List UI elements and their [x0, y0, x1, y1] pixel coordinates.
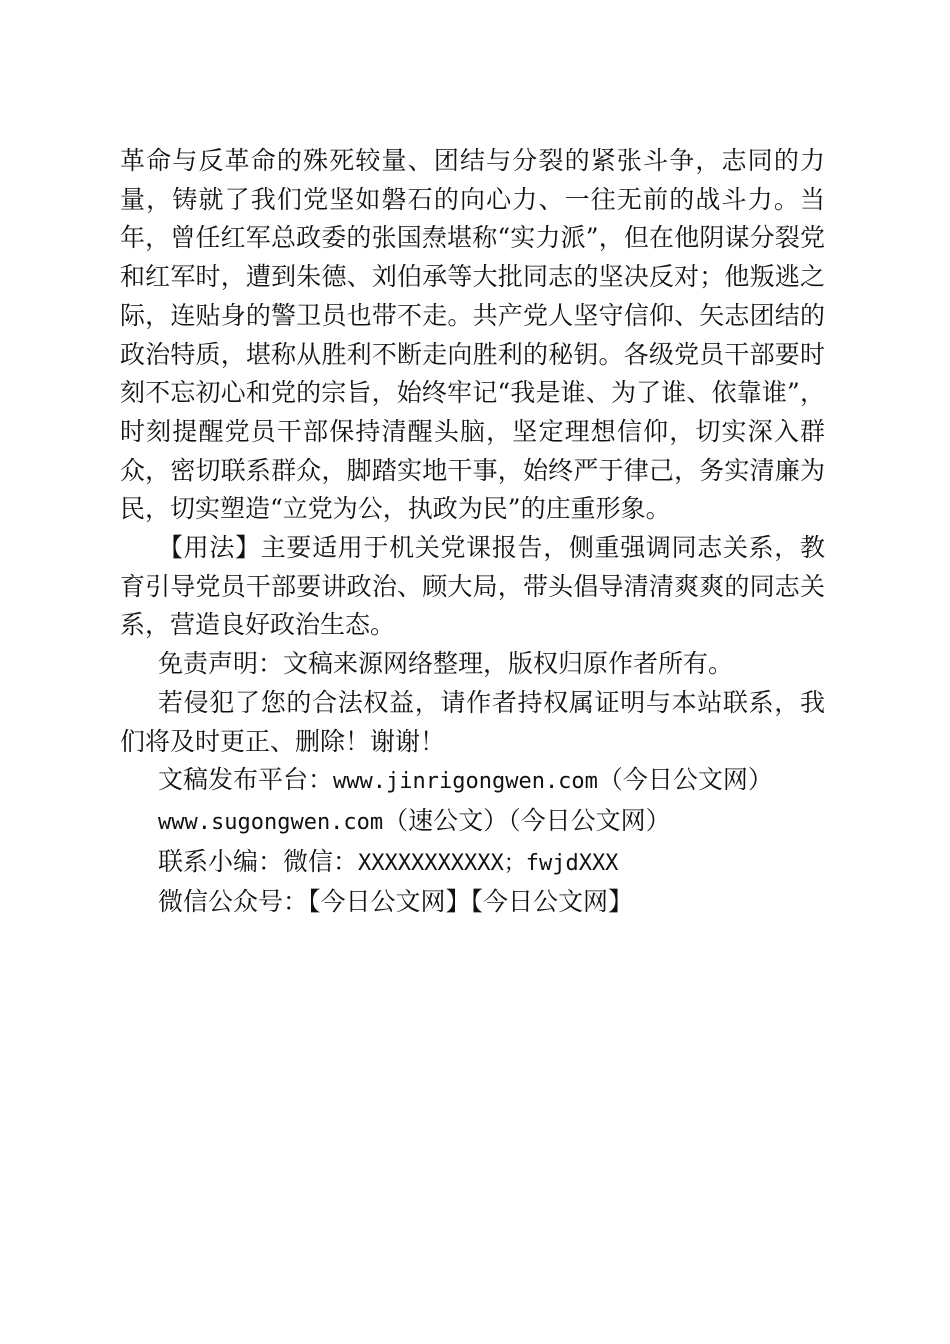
- usage-paragraph: 【用法】主要适用于机关党课报告，侧重强调同志关系，教育引导党员干部要讲政治、顾大局，带头倡导清清爽爽的同志关系，营造良好政治生态。: [120, 533, 825, 640]
- platform-line: [120, 761, 825, 802]
- contact-value: XXXXXXXXXXX；fwjdXXX: [358, 850, 619, 876]
- disclaimer-text: 免责声明：文稿来源网络整理，版权归原作者所有。: [158, 649, 734, 679]
- platform-label: 文稿发布平台：: [158, 765, 334, 795]
- infringement-notice: 若侵犯了您的合法权益，请作者持权属证明与本站联系，我们将及时更正、删除！谢谢！: [120, 687, 825, 756]
- site2-name: （速公文）（今日公文网）: [383, 805, 671, 835]
- contact-line: [120, 843, 825, 884]
- platform-url: www.jinrigongwen.com: [333, 769, 598, 795]
- wechat-public-line: 微信公众号：【今日公文网】【今日公文网】: [158, 887, 634, 917]
- platform-name: （今日公文网）: [597, 765, 773, 795]
- body-paragraph: 革命与反革命的殊死较量、团结与分裂的紧张斗争，志同的力量，铸就了我们党坚如磐石的向心力、一往无前的战斗力。当年，曾任红军总政委的张国焘堪称“实力派”，但在他阴谋分裂党和红军时，遭到朱德、刘伯承等大批同志的坚决反对；他叛逃之际，连贴身的警卫员也带不走。共产党人坚守信仰、矢志团结的政治特质，堪称从胜利不断走向胜利的秘钥。各级党员干部要时刻不忘初心和党的宗旨，始终牢记“我是谁、为了谁、依靠谁”，时刻提醒党员干部保持清醒头脑，坚定理想信仰，切实深入群众，密切联系群众，脚踏实地干事，始终严于律己，务实清廉为民，切实塑造“立党为公，执政为民”的庄重形象。: [120, 146, 825, 524]
- site2-line: [120, 802, 825, 843]
- contact-label: 联系小编：微信：: [158, 846, 359, 876]
- site2-url: www.sugongwen.com: [158, 809, 384, 835]
- document-body: [120, 142, 825, 922]
